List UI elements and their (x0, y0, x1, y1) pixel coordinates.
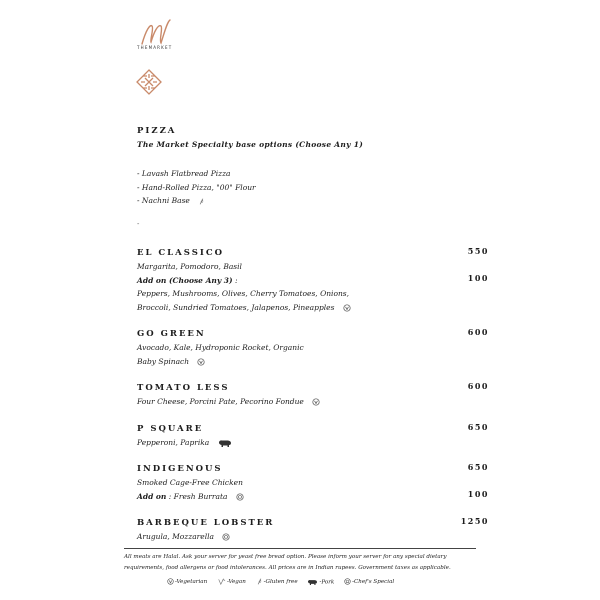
item-price: 600 (467, 381, 489, 391)
base-options-list (137, 167, 256, 208)
addon-price: 100 (467, 273, 489, 283)
menu-item (137, 462, 489, 503)
chefs-special-icon (222, 533, 230, 541)
vegan-icon (217, 578, 226, 585)
item-price: 550 (467, 246, 489, 256)
addon-options: Peppers, Mushrooms, Olives, Cherry Tomatoes, Onions, (137, 289, 350, 298)
brand-name: THEMARKET (137, 45, 173, 50)
menu-item (137, 516, 489, 544)
footer-divider (124, 548, 476, 549)
separator-dash: - (137, 220, 140, 228)
item-addon (137, 490, 489, 504)
legend-item-chefs-special: -Chef's Special (344, 578, 394, 585)
base-option: - Hand-Rolled Pizza, "00" Flour (137, 182, 256, 192)
item-description: Avocado, Kale, Hydroponic Rocket, Organic (137, 343, 304, 352)
footer-note: All meats are Halal. Ask your server for yeast free bread option. Please inform your server for any special dietary requirements, food allergens or food intolerances. All prices are in Indian rupees. Government taxes as applicable. (124, 554, 451, 571)
item-price: 650 (467, 422, 489, 432)
addon-price: 100 (467, 489, 489, 499)
addon-label: Add on (Choose Any 3) (137, 275, 233, 285)
item-name: INDIGENOUS (137, 464, 223, 474)
item-name: BARBEQUE LOBSTER (137, 518, 275, 528)
item-price: 1250 (460, 516, 489, 526)
vegetarian-icon (167, 578, 174, 585)
item-description: Arugula, Mozzarella (137, 530, 489, 544)
gluten-free-icon (198, 198, 205, 205)
legend-item-pork: -Pork (307, 579, 334, 586)
vegetarian-icon (343, 304, 351, 312)
item-name: TOMATO LESS (137, 383, 230, 393)
item-description: Pepperoni, Paprika (137, 436, 489, 450)
geometric-emblem-icon (136, 69, 162, 95)
base-option: - Lavash Flatbread Pizza (137, 169, 231, 178)
addon-options: Broccoli, Sundried Tomatoes, Jalapenos, Pineapples (137, 301, 489, 315)
section-subtitle: The Market Specialty base options (Choose Any 1) (137, 140, 364, 149)
dietary-legend (167, 578, 402, 585)
addon-text: : Fresh Burrata (166, 491, 228, 501)
item-price: 600 (467, 327, 489, 337)
menu-item (137, 422, 489, 450)
vegetarian-icon (312, 398, 320, 406)
item-name: P SQUARE (137, 424, 204, 434)
item-description: Margarita, Pomodoro, Basil (137, 262, 242, 271)
addon-suffix: : (232, 275, 238, 285)
item-description: Smoked Cage-Free Chicken (137, 478, 243, 487)
menu-item (137, 246, 489, 314)
vegetarian-icon (197, 358, 205, 366)
item-addon (137, 274, 489, 288)
item-description: Baby Spinach (137, 355, 489, 369)
chefs-special-icon (344, 578, 351, 585)
addon-label: Add on (137, 491, 167, 501)
menu-item (137, 381, 489, 409)
gluten-free-icon (256, 578, 263, 585)
pork-icon (307, 579, 318, 585)
legend-item-vegetarian: -Vegetarian (167, 578, 207, 585)
legend-item-vegan: -Vegan (217, 578, 246, 585)
legend-item-gluten-free: -Gluten free (256, 578, 298, 585)
chefs-special-icon (236, 493, 244, 501)
item-name: GO GREEN (137, 329, 206, 339)
pork-icon (218, 439, 232, 447)
item-price: 650 (467, 462, 489, 472)
item-description: Four Cheese, Porcini Pate, Pecorino Fondue (137, 395, 489, 409)
menu-item (137, 327, 489, 368)
base-option: - Nachni Base (137, 194, 256, 208)
item-name: EL CLASSICO (137, 248, 224, 258)
section-title: PIZZA (137, 126, 177, 136)
